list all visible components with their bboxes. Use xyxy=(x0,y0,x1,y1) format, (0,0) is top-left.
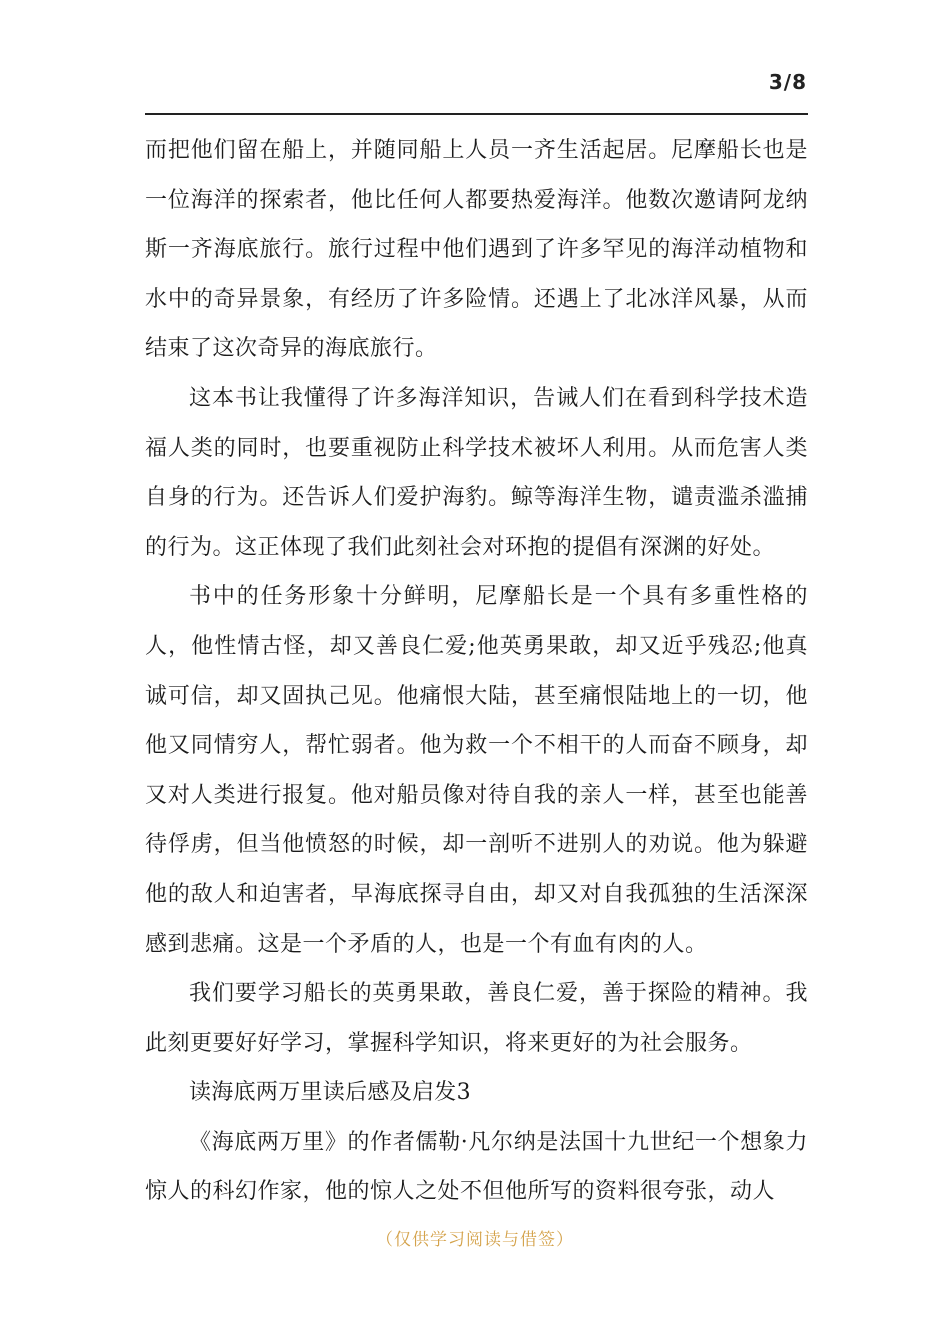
paragraph-knowledge: 这本书让我懂得了许多海洋知识，告诫人们在看到科学技术造福人类的同时，也要重视防止科学技术被坏人利用。从而危害人类自身的行为。还告诉人们爱护海豹。鲸等海洋生物，谴责滥杀滥捕的行为。这正体现了我们此刻社会对环抱的提倡有深渊的好处。 xyxy=(145,385,808,560)
page-number: 3/8 xyxy=(768,70,807,94)
paragraph-lesson: 我们要学习船长的英勇果敢，善良仁爱，善于探险的精神。我此刻更要好好学习，掌握科学知识，将来更好的为社会服务。 xyxy=(145,981,808,1056)
footer-note: （仅供学习阅读与借签） xyxy=(376,1230,574,1250)
header-divider xyxy=(145,113,808,115)
document-body xyxy=(145,126,808,1217)
paragraph-character: 书中的任务形象十分鲜明，尼摩船长是一个具有多重性格的人，他性情古怪，却又善良仁爱;他英勇果敢，却又近乎残忍;他真诚可信，却又固执己见。他痛恨大陆，甚至痛恨陆地上的一切，他他又同情穷人，帮忙弱者。他为救一个不相干的人而奋不顾身，却又对人类进行报复。他对船员像对待自我的亲人一样，甚至也能善待俘虏，但当他愤怒的时候，却一剖听不进别人的劝说。他为躲避他的敌人和迫害者，早海底探寻自由，却又对自我孤独的生活深深感到悲痛。这是一个矛盾的人，也是一个有血有肉的人。 xyxy=(145,584,808,957)
paragraph-continuation: 而把他们留在船上，并随同船上人员一齐生活起居。尼摩船长也是一位海洋的探索者，他比任何人都要热爱海洋。他数次邀请阿龙纳斯一齐海底旅行。旅行过程中他们遇到了许多罕见的海洋动植物和水中的奇异景象，有经历了许多险情。还遇上了北冰洋风暴，从而结束了这次奇异的海底旅行。 xyxy=(145,138,808,362)
section-heading: 读海底两万里读后感及启发3 xyxy=(189,1080,471,1106)
paragraph-author: 《海底两万里》的作者儒勒·凡尔纳是法国十九世纪一个想象力惊人的科幻作家，他的惊人之处不但他所写的资料很夸张，动人 xyxy=(145,1129,808,1205)
